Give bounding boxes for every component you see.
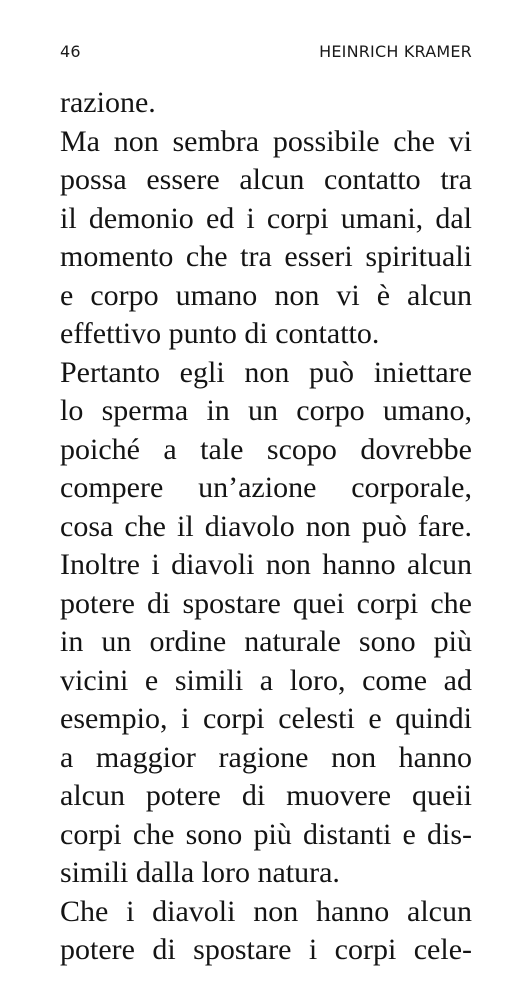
text-line: corpi che sono più distanti e dis-: [60, 817, 472, 851]
text-line: potere di spostare quei corpi che: [60, 586, 472, 620]
text-line: a maggior ragione non hanno: [60, 740, 472, 774]
text-line: Ma non sembra possibile che vi: [60, 124, 472, 158]
text-line: in un ordine naturale sono più: [60, 625, 472, 658]
text-line: il demonio ed i corpi umani, dal: [60, 201, 472, 235]
text-line: effettivo punto di contatto.: [60, 317, 380, 350]
text-line: razione.: [60, 86, 156, 119]
text-line: poiché a tale scopo dovrebbe: [60, 432, 472, 466]
text-line: vicini e simili a loro, come ad: [60, 663, 472, 697]
running-head-author: HEINRICH KRAMER: [319, 42, 472, 61]
text-line: alcun potere di muovere queii: [60, 779, 472, 812]
text-line: lo sperma in un corpo umano,: [60, 394, 472, 427]
text-line: cosa che il diavolo non può fare.: [60, 509, 472, 543]
text-line: possa essere alcun contatto tra: [60, 163, 472, 196]
text-line: e corpo umano non vi è alcun: [60, 278, 472, 312]
page-header: [60, 42, 472, 66]
text-line: potere di spostare i corpi cele-: [60, 933, 472, 966]
text-line: esempio, i corpi celesti e quindi: [60, 702, 472, 735]
text-line: simili dalla loro natura.: [60, 856, 340, 889]
text-line: Inoltre i diavoli non hanno alcun: [60, 548, 472, 581]
text-line: Che i diavoli non hanno alcun: [60, 894, 472, 928]
text-line: momento che tra esseri spirituali: [60, 240, 472, 273]
body-text: [60, 84, 472, 970]
text-line: Pertanto egli non può iniettare: [60, 355, 472, 389]
page-number: 46: [60, 42, 81, 61]
text-line: compere un’azione corporale,: [60, 471, 472, 504]
